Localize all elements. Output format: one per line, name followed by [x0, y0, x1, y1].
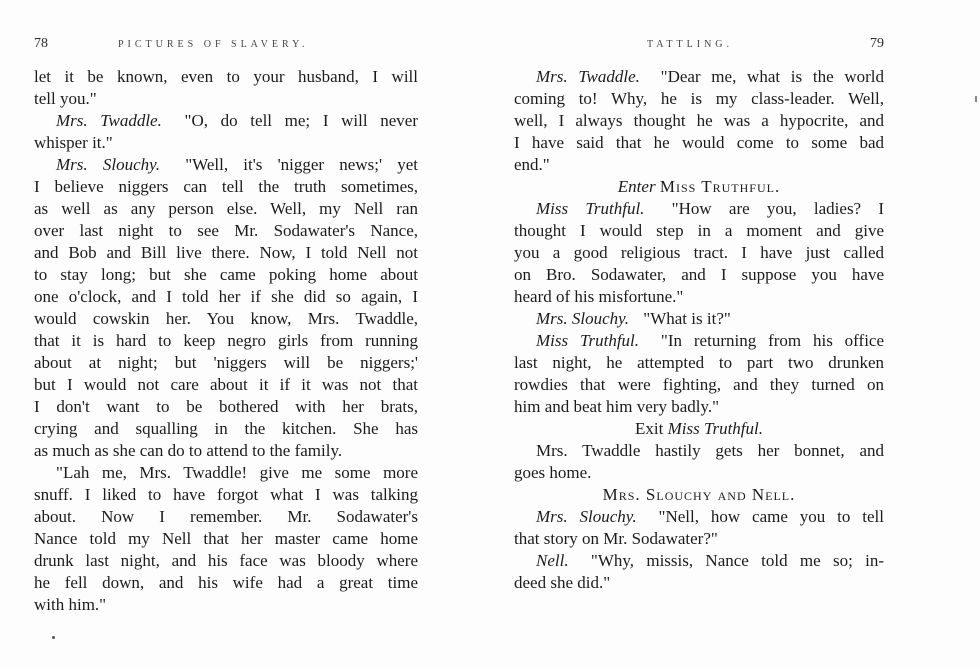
text-line: I don't want to be bothered with her brats, [34, 397, 418, 416]
text-line: drunk last night, and his face was bloody where [34, 551, 418, 570]
stage-direction-verb: Exit [634, 419, 664, 438]
speaker-name: Mrs. Twaddle. [536, 67, 640, 86]
text-line: whisper it." [34, 133, 113, 152]
text-line: tell you." [34, 89, 97, 108]
speaker-name: Mrs. Twaddle. [56, 111, 162, 130]
scene-heading: Mrs. Slouchy and Nell. [602, 485, 796, 504]
text-line: last night, he attempted to part two drunken [514, 353, 884, 372]
speaker-name: Mrs. Slouchy. [536, 507, 637, 526]
text-line: well, I always thought he was a hypocrite, and [514, 111, 884, 130]
text-line: and Bob and Bill live there. Now, I told Nell not [34, 243, 418, 262]
dialogue-line [514, 330, 884, 352]
dialogue-line [34, 110, 418, 132]
right-page-text [514, 66, 884, 594]
text-line: let it be known, even to your husband, I will [34, 67, 418, 86]
left-running-head [34, 36, 418, 56]
stage-direction-verb: Enter [617, 177, 656, 196]
speech-text: "O, do tell me; I will never [184, 111, 418, 130]
speaker-name: Mrs. Slouchy. [56, 155, 160, 174]
text-line: deed she did." [514, 573, 611, 592]
text-line: that story on Mr. Sodawater?" [514, 529, 718, 548]
speech-text: "What is it?" [643, 309, 731, 328]
dialogue-line [34, 154, 418, 176]
speech-text: "In returning from his office [660, 331, 885, 350]
text-line: goes home. [514, 463, 592, 482]
text-line: thought I would step in a moment and give [514, 221, 884, 240]
text-line: would cowskin her. You know, Mrs. Twaddle, [34, 309, 418, 328]
text-line: he fell down, and his wife had a great time [34, 573, 418, 592]
text-line: as much as she can do to attend to the family. [34, 441, 343, 460]
text-line: but I would not care about it if it was not that [34, 375, 418, 394]
speech-text: "Dear me, what is the world [660, 67, 884, 86]
text-line: snuff. I liked to have forgot what I was talking [34, 485, 418, 504]
text-line: with him." [34, 595, 107, 614]
text-line: one o'clock, and I told her if she did so again, I [34, 287, 418, 306]
text-line: Nance told my Nell that her master came home [34, 529, 418, 548]
text-line: "Lah me, Mrs. Twaddle! give me some more [56, 463, 418, 482]
text-line: to stay long; but she came poking home about [34, 265, 418, 284]
text-line: him and beat him very badly." [514, 397, 720, 416]
page-edge-mark [975, 96, 977, 102]
text-line: crying and squalling in the kitchen. She has [34, 419, 418, 438]
text-line: Mrs. Twaddle hastily gets her bonnet, and [536, 441, 884, 460]
dialogue-line [514, 66, 884, 88]
right-running-head [514, 36, 884, 56]
left-running-title: PICTURES OF SLAVERY. [118, 39, 309, 50]
print-speck [52, 636, 55, 639]
speech-text: "Nell, how came you to tell [658, 507, 884, 526]
text-line: on Bro. Sodawater, and I suppose you have [514, 265, 884, 284]
dialogue-line [514, 198, 884, 220]
speaker-name: Nell. [536, 551, 569, 570]
dialogue-line [514, 308, 884, 330]
speech-text: "Why, missis, Nance told me so; in- [590, 551, 885, 570]
stage-direction [514, 418, 884, 440]
stage-direction [514, 176, 884, 198]
character-name: Miss Truthful. [659, 177, 781, 196]
text-line: you a good religious tract. I have just called [514, 243, 884, 262]
character-name: Miss Truthful. [667, 419, 763, 438]
text-line: I have said that he would come to some bad [514, 133, 884, 152]
text-line: about at night; but 'niggers will be niggers;' [34, 353, 418, 372]
speaker-name: Mrs. Slouchy. [536, 309, 630, 328]
text-line: end." [514, 155, 550, 174]
text-line: about. Now I remember. Mr. Sodawater's [34, 507, 418, 526]
dialogue-line [514, 506, 884, 528]
speaker-name: Miss Truthful. [536, 199, 645, 218]
text-line: as well as any person else. Well, my Nell ran [34, 199, 418, 218]
text-line: I believe niggers can tell the truth sometimes, [34, 177, 418, 196]
left-page-text [34, 66, 418, 616]
speech-text: "How are you, ladies? I [671, 199, 885, 218]
dialogue-line [514, 550, 884, 572]
text-line: heard of his misfortune." [514, 287, 684, 306]
right-page [490, 0, 980, 668]
text-line: that it is hard to keep negro girls from running [34, 331, 418, 350]
text-line: over last night to see Mr. Sodawater's Nance, [34, 221, 418, 240]
speaker-name: Miss Truthful. [536, 331, 640, 350]
speech-text: "Well, it's 'nigger news;' yet [185, 155, 419, 174]
text-line: coming to! Why, he is my class-leader. Well, [514, 89, 884, 108]
right-running-title: TATTLING. [647, 39, 734, 50]
right-page-number: 79 [870, 36, 884, 51]
left-page-number: 78 [34, 36, 48, 51]
text-line: rowdies that were fighting, and they turned on [514, 375, 884, 394]
